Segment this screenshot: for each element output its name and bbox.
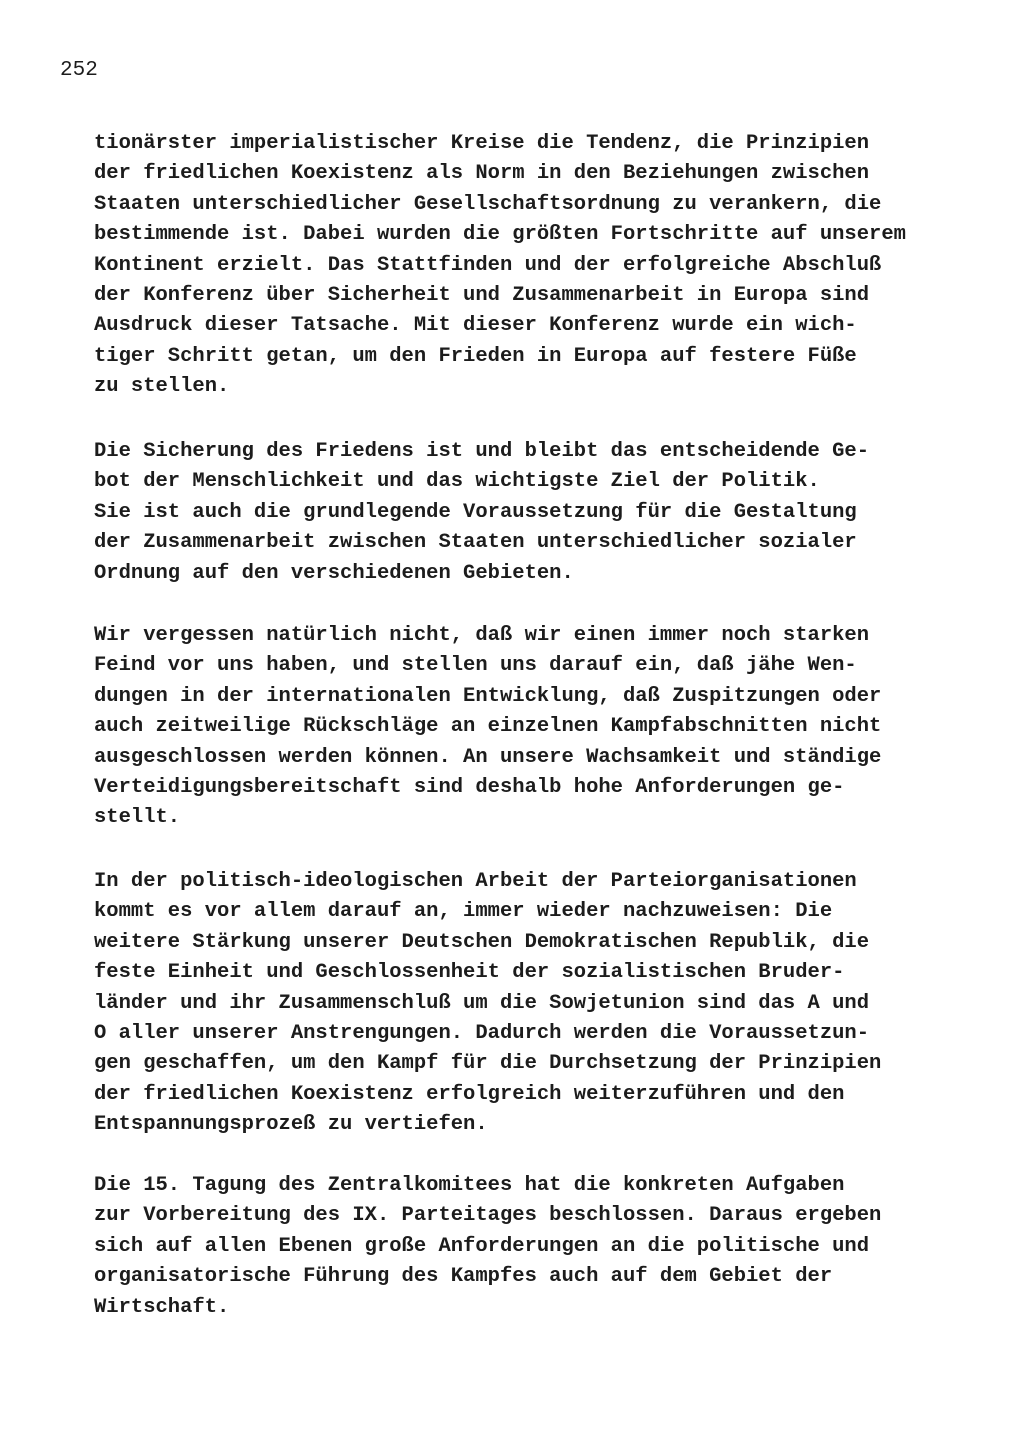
text-line: ausgeschlossen werden können. An unsere Wachsamkeit und ständige [94,745,882,769]
text-line: tionärster imperialistischer Kreise die Tendenz, die Prinzipien [94,132,870,155]
text-line: Feind vor uns haben, und stellen uns darauf ein, daß jähe Wen- [94,654,857,678]
text-line: bot der Menschlichkeit und das wichtigste Ziel der Politik. [94,470,820,494]
text-line: der Zusammenarbeit zwischen Staaten unterschiedlicher sozialer [94,531,857,555]
text-line: Entspannungsprozeß zu vertiefen. [94,1113,488,1137]
text-line: O aller unserer Anstrengungen. Dadurch werden die Voraussetzun- [94,1021,870,1045]
text-line: zur Vorbereitung des IX. Parteitages beschlossen. Daraus ergeben [94,1204,882,1228]
text-line: Ordnung auf den verschiedenen Gebieten. [94,561,574,585]
text-line: tiger Schritt getan, um den Frieden in Europa auf festere Füße [94,344,857,368]
text-line: dungen in der internationalen Entwicklung, daß Zuspitzungen oder [94,684,882,708]
text-line: Wir vergessen natürlich nicht, daß wir einen immer noch starken [94,624,870,647]
text-line: weitere Stärkung unserer Deutschen Demokratischen Republik, die [94,930,870,954]
text-line: sich auf allen Ebenen große Anforderungen an die politische und [94,1234,870,1258]
text-line: In der politisch-ideologischen Arbeit der Parteiorganisationen [94,870,857,893]
text-line: zu stellen. [94,375,230,399]
text-line: stellt. [94,806,181,830]
text-line: feste Einheit und Geschlossenheit der sozialistischen Bruder- [94,961,845,985]
text-line: gen geschaffen, um den Kampf für die Durchsetzung der Prinzipien [94,1052,882,1076]
text-line: Sie ist auch die grundlegende Voraussetzung für die Gestaltung [94,500,857,524]
text-line: auch zeitweilige Rückschläge an einzelnen Kampfabschnitten nicht [94,715,882,739]
text-line: organisatorische Führung des Kampfes auch auf dem Gebiet der [94,1265,833,1289]
text-line: Kontinent erzielt. Das Stattfinden und der erfolgreiche Abschluß [94,253,882,277]
text-line: Ausdruck dieser Tatsache. Mit dieser Konferenz wurde ein wich- [94,314,857,338]
page-number: 252 [60,59,98,82]
text-line: der friedlichen Koexistenz erfolgreich weiterzuführen und den [94,1082,845,1106]
paragraph-4 [94,867,881,1141]
paragraph-2 [94,437,869,589]
text-line: bestimmende ist. Dabei wurden die größten Fortschritte auf unserem [94,223,906,247]
text-line: Wirtschaft. [94,1295,230,1319]
text-line: der Konferenz über Sicherheit und Zusammenarbeit in Europa sind [94,283,870,307]
text-line: Staaten unterschiedlicher Gesellschaftsordnung zu verankern, die [94,192,882,216]
paragraph-3 [94,621,881,834]
text-line: länder und ihr Zusammenschluß um die Sowjetunion sind das A und [94,991,870,1015]
paragraph-1 [94,129,906,403]
text-line: Verteidigungsbereitschaft sind deshalb hohe Anforderungen ge- [94,775,845,799]
text-line: kommt es vor allem darauf an, immer wieder nachzuweisen: Die [94,900,833,924]
paragraph-5 [94,1171,881,1323]
text-line: Die Sicherung des Friedens ist und bleibt das entscheidende Ge- [94,440,870,463]
text-line: der friedlichen Koexistenz als Norm in den Beziehungen zwischen [94,162,870,186]
text-line: Die 15. Tagung des Zentralkomitees hat die konkreten Aufgaben [94,1174,845,1197]
